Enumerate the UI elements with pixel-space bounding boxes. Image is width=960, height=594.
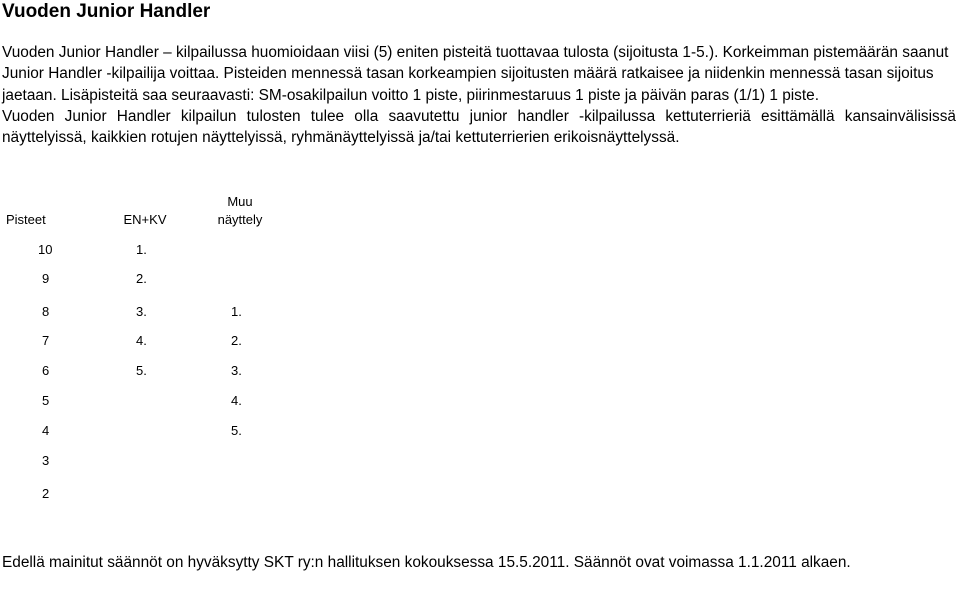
rules-paragraph-eligibility: Vuoden Junior Handler kilpailun tulosten tulee olla saavutettu junior handler -kilpailussa kettuterrieriä esittämällä kansainvälisissä näyttelyissä, kaikkien rotujen näyttelyissä, ryhmänäyttelyissä ja/tai kettuterrierien erikoisnäyttelyssä.: [2, 107, 956, 147]
column-header-en-kv: EN+KV: [123, 212, 167, 227]
page-title: Vuoden Junior Handler: [2, 1, 211, 22]
cell-points: 10: [38, 242, 53, 257]
cell-en-kv: 5.: [136, 363, 147, 378]
cell-en-kv: 3.: [136, 304, 147, 319]
cell-muu: 5.: [231, 423, 242, 438]
column-header-muu-line-2: näyttely: [217, 212, 263, 227]
points-table: [2, 195, 302, 525]
cell-en-kv: 2.: [136, 271, 147, 286]
approval-note: Edellä mainitut säännöt on hyväksytty SKT ry:n hallituksen kokouksessa 15.5.2011. Säännöt ovat voimassa 1.1.2011 alkaen.: [2, 554, 851, 571]
cell-muu: 3.: [231, 363, 242, 378]
cell-points: 7: [42, 333, 50, 348]
cell-en-kv: 1.: [136, 242, 147, 257]
cell-points: 4: [42, 423, 50, 438]
cell-muu: 4.: [231, 393, 242, 408]
column-header-points: Pisteet: [6, 212, 46, 227]
cell-points: 8: [42, 304, 50, 319]
column-header-muu-line-1: Muu: [227, 194, 253, 209]
cell-muu: 1.: [231, 304, 242, 319]
cell-points: 6: [42, 363, 50, 378]
cell-points: 9: [42, 271, 50, 286]
cell-points: 2: [42, 486, 50, 501]
rules-body: [2, 42, 956, 148]
cell-points: 5: [42, 393, 50, 408]
rules-paragraph-scoring: Vuoden Junior Handler – kilpailussa huomioidaan viisi (5) eniten pisteitä tuottavaa tulosta (sijoitusta 1-5.). Korkeimman pistemäärän saanut Junior Handler -kilpailija voittaa. Pisteiden mennessä tasan korkeampien sijoitusten määrä ratkaisee ja niidenkin mennessä tasan sijoitus jaetaan. Lisäpisteitä saa seuraavasti: SM-osakilpailun voitto 1 piste, piirinmestaruus 1 piste ja päivän paras (1/1) 1 piste.: [2, 44, 949, 104]
cell-en-kv: 4.: [136, 333, 147, 348]
cell-muu: 2.: [231, 333, 242, 348]
cell-points: 3: [42, 453, 50, 468]
